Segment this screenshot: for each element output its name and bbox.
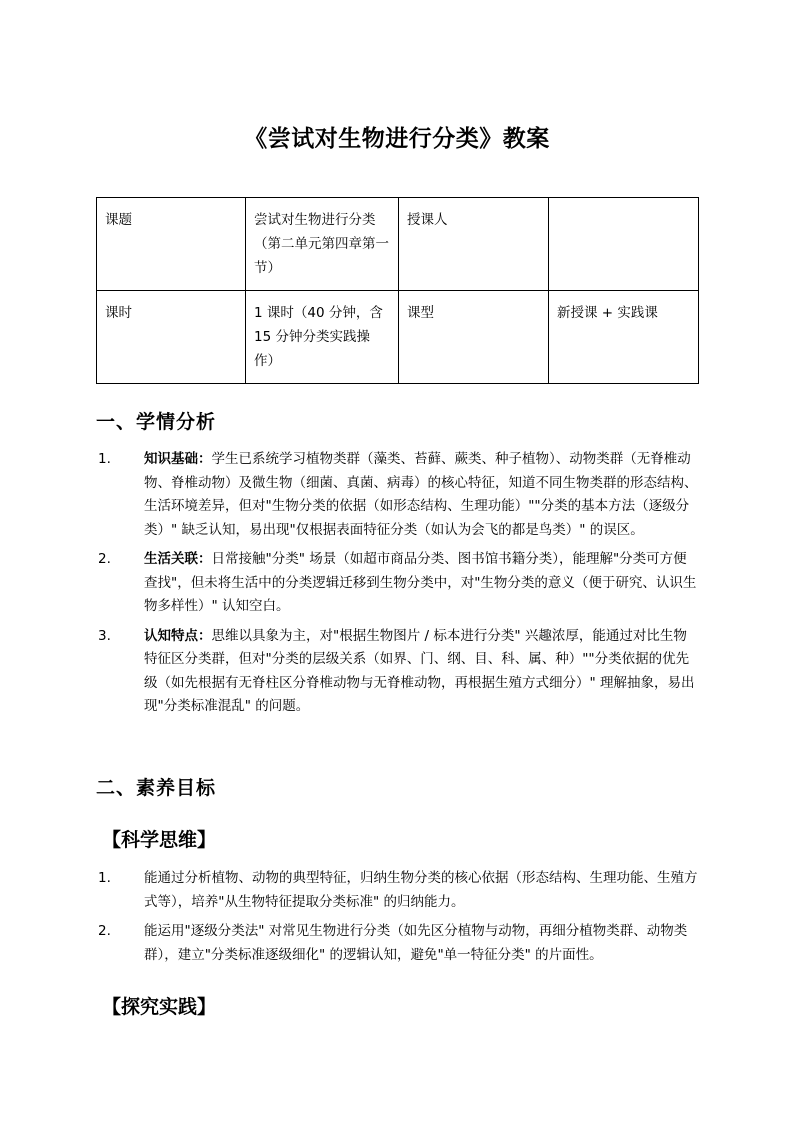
item-lead: 生活关联： [144,551,212,567]
table-row [97,291,699,384]
page-title: 《尝试对生物进行分类》教案 [244,126,550,152]
item-text: 日常接触"分类" 场景（如超市商品分类、图书馆书籍分类），能理解"分类可方便查找"，但未将生活中的分类逻辑迁移到生物分类中，对"生物分类的意义（便于研究、认识生物多样性）" 认知空白。 [144,551,697,614]
list-item [96,867,700,914]
cell-type-value: 新授课 + 实践课 [549,291,699,384]
table-row [97,198,699,291]
item-number: 2. [98,551,111,567]
subheading-inquiry-practice: 【探究实践】 [102,996,217,1018]
cell-type-label: 课型 [399,291,549,384]
item-lead: 认知特点： [144,627,212,644]
item-number: 1. [98,451,111,467]
learner-analysis-list [96,448,700,725]
cell-hours-value: 1 课时（40 分钟，含 15 分钟分类实践操作） [246,291,399,384]
item-text: 能运用"逐级分类法" 对常见生物进行分类（如先区分植物与动物，再细分植物类群、动物类群），建立"分类标准逐级细化" 的逻辑认知，避免"单一特征分类" 的片面性。 [144,923,688,963]
list-item [96,548,700,619]
item-number: 3. [98,627,111,644]
item-text: 能通过分析植物、动物的典型特征，归纳生物分类的核心依据（形态结构、生理功能、生殖方式等），培养"从生物特征提取分类标准" 的归纳能力。 [144,870,698,910]
lesson-info-table [96,197,699,384]
section-heading-learner-analysis: 一、学情分析 [96,411,217,433]
item-number: 1. [98,870,111,886]
list-item [96,625,700,719]
cell-hours-label: 课时 [97,291,246,384]
section-heading-literacy-goals: 二、素养目标 [96,777,217,799]
item-text: 学生已系统学习植物类群（藻类、苔藓、蕨类、种子植物）、动物类群（无脊椎动物、脊椎动物）及微生物（细菌、真菌、病毒）的核心特征，知道不同生物类群的形态结构、生活环境差异，但对"生物分类的依据（如形态结构、生理功能）""分类的基本方法（逐级分类）" 缺乏认知，易出现"仅根据表面特征分类（如认为会飞的都是鸟类）" 的误区。 [144,451,698,538]
list-item [96,920,700,967]
cell-teacher-label: 授课人 [399,198,549,291]
cell-teacher-value [549,198,699,291]
item-number: 2. [98,923,111,939]
cell-topic-label: 课题 [97,198,246,291]
scientific-thinking-list [96,867,700,973]
cell-topic-value: 尝试对生物进行分类（第二单元第四章第一节） [246,198,399,291]
subheading-scientific-thinking: 【科学思维】 [102,829,217,851]
item-text: 思维以具象为主，对"根据生物图片 / 标本进行分类" 兴趣浓厚，能通过对比生物特征区分类群，但对"分类的层级关系（如界、门、纲、目、科、属、种）""分类依据的优先级（如先根据有无脊柱区分脊椎动物与无脊椎动物，再根据生殖方式细分）" 理解抽象，易出现"分类标准混乱" 的问题。 [144,627,695,714]
list-item [96,448,700,542]
item-lead: 知识基础： [144,451,212,467]
